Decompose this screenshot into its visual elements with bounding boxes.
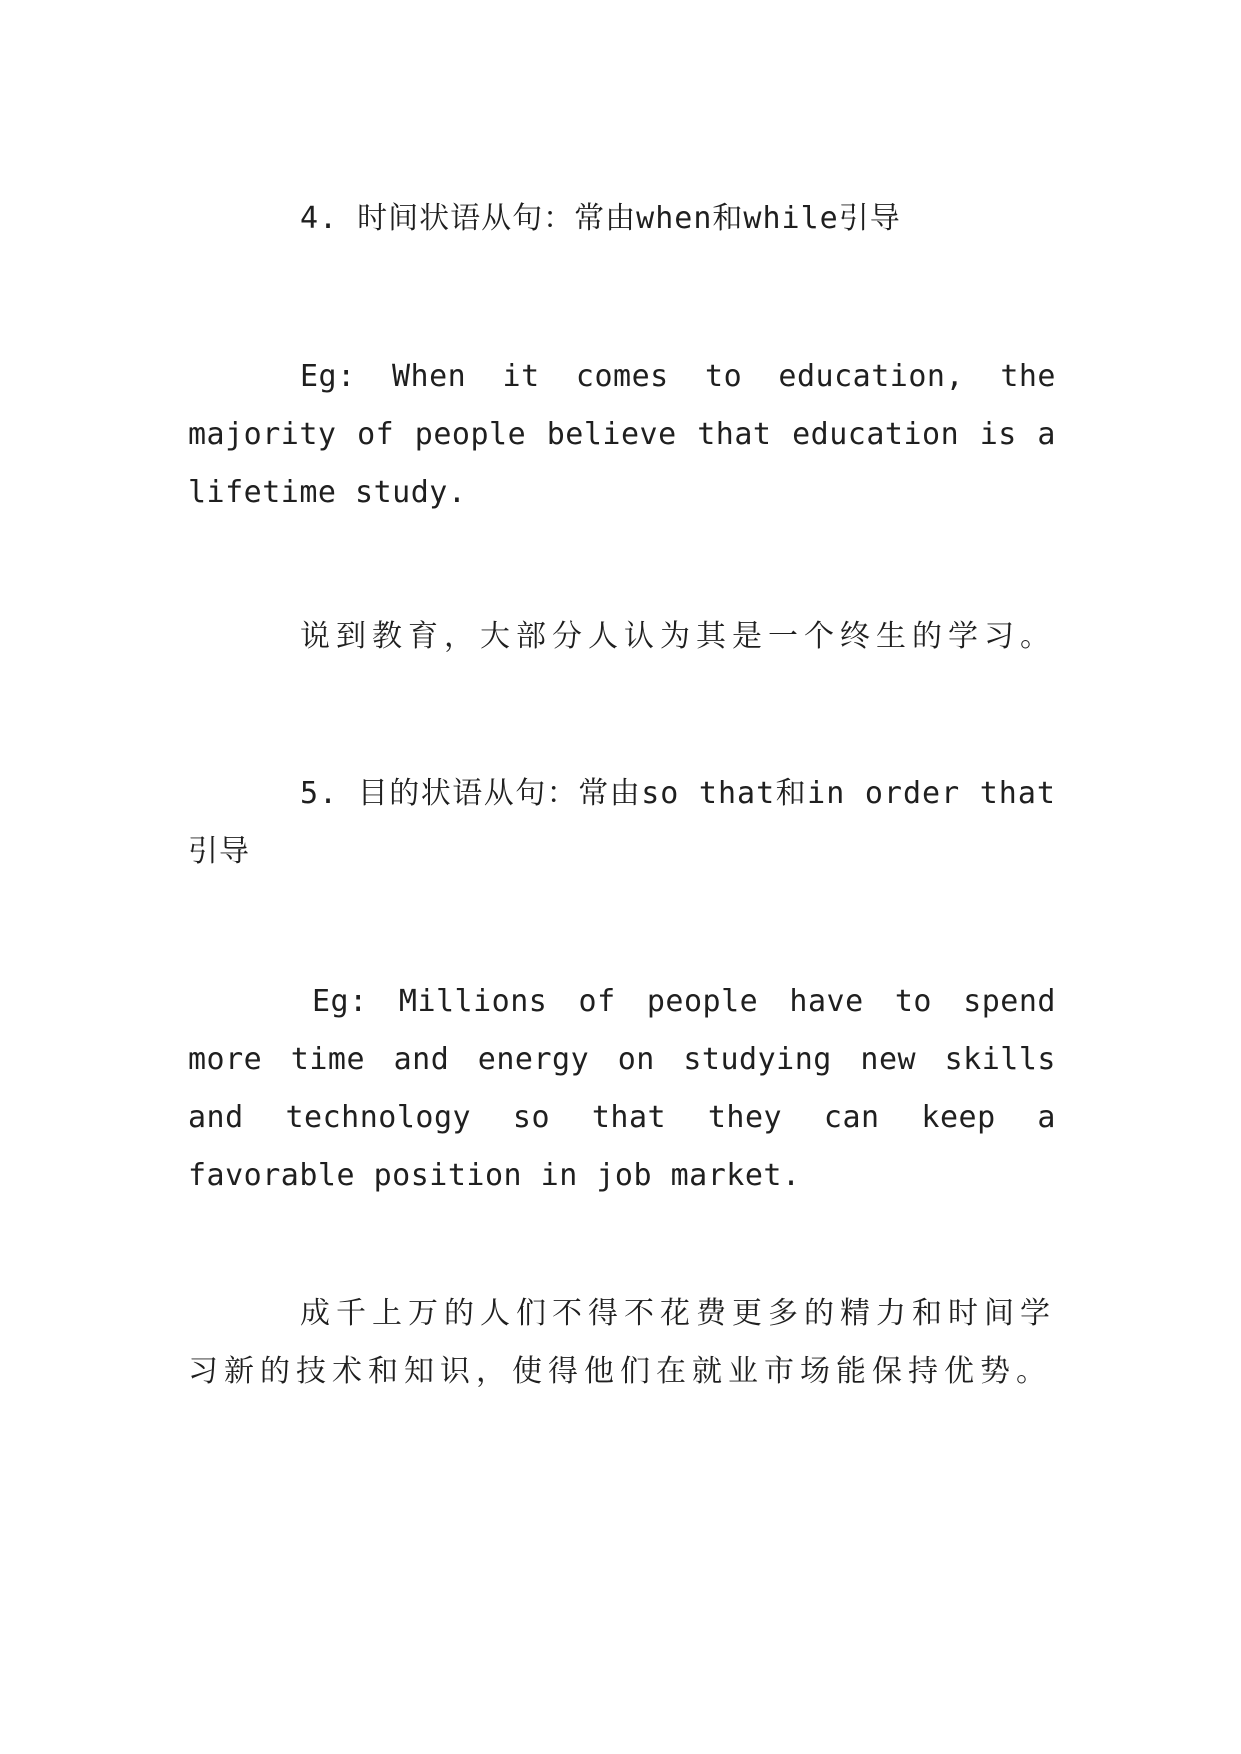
example-sentence-job-market: Eg: Millions of people have to spend more time and energy on studying new skills and technology so that they can keep a favorable position in job market. (188, 984, 1056, 1193)
translation-job-market: 成千上万的人们不得不花费更多的精力和时间学习新的技术和知识，使得他们在就业市场能保持优势。 (188, 1296, 1056, 1389)
section-heading-purpose-clause: 5. 目的状语从句：常由so that和in order that引导 (188, 776, 1056, 869)
section-heading-time-clause: 4. 时间状语从句：常由when和while引导 (300, 201, 901, 236)
example-sentence-education: Eg: When it comes to education, the majority of people believe that education is a lifetime study. (188, 359, 1056, 510)
translation-education: 说到教育，大部分人认为其是一个终生的学习。 (300, 619, 1056, 654)
